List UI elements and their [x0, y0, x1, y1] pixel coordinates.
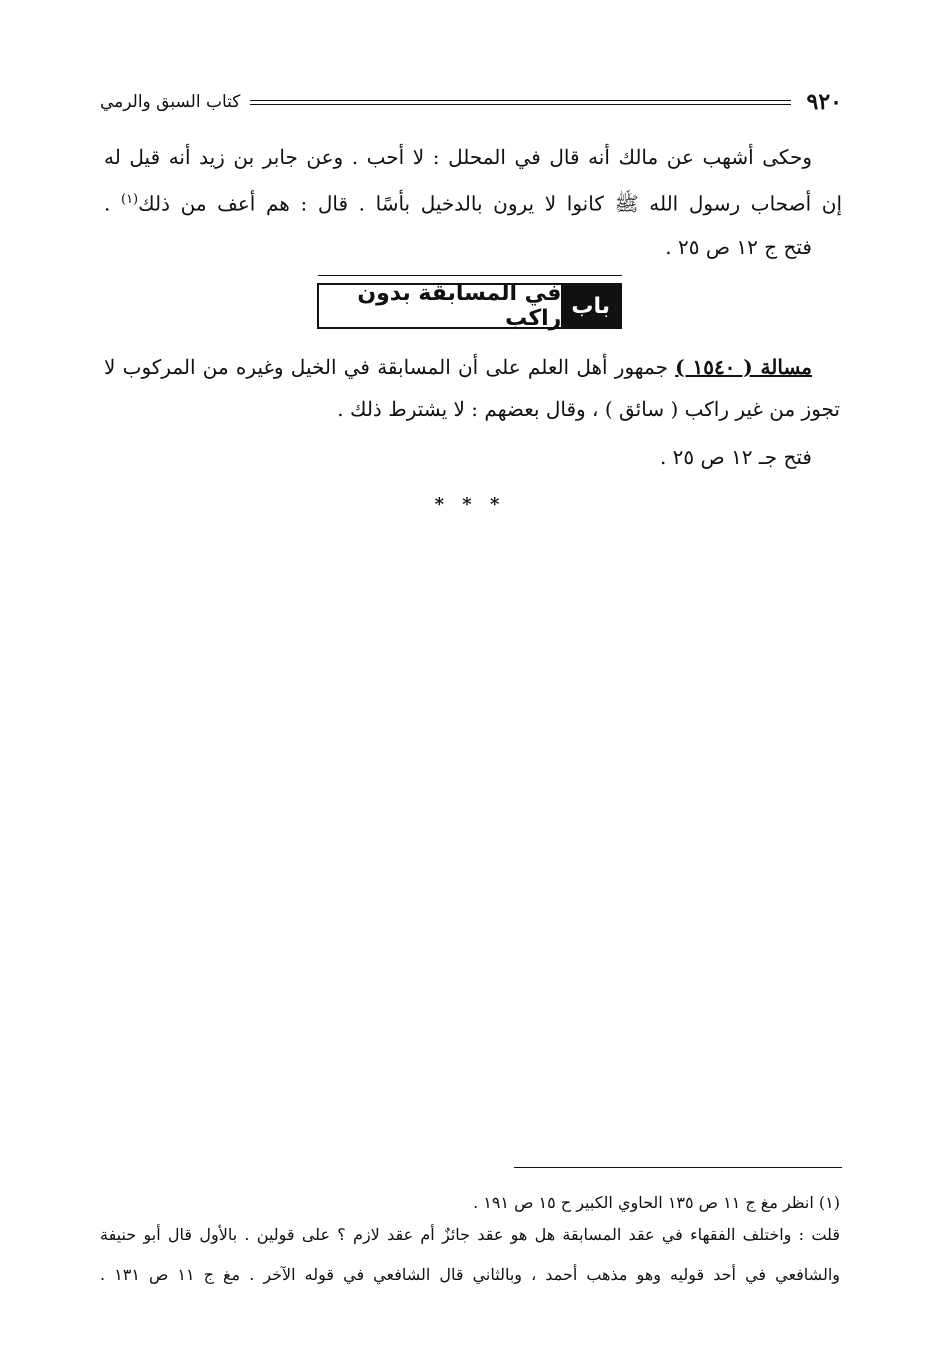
section-separator: * * *: [434, 494, 506, 515]
paragraph-line-1: وحكى أشهب عن مالك أنه قال في المحلل : لا أحب . وعن جابر بن زيد أنه قيل له: [104, 145, 812, 169]
paragraph-line-2-text: إن أصحاب رسول الله ﷺ كانوا لا يرون بالدخيل بأسًا . قال : هم أعف من ذلك: [138, 191, 842, 216]
chapter-heading: [317, 283, 622, 329]
masala-line-2: تجوز من غير راكب ( سائق ) ، وقال بعضهم : لا يشترط ذلك .: [337, 397, 840, 421]
paragraph-line-2: [104, 183, 842, 221]
footnote-rule: [514, 1167, 842, 1168]
header-rule: [250, 100, 790, 105]
running-title: كتاب السبق والرمي: [100, 92, 241, 112]
page-number: ٩٢٠: [806, 89, 842, 115]
paragraph-line-2-end: .: [104, 191, 121, 216]
footnote-line-3: والشافعي في أحد قوليه وهو مذهب أحمد ، وبالثاني قال الشافعي في قوله الآخر . مغ ج ١١ ص ١٣١ .: [100, 1265, 840, 1284]
page-header: [100, 86, 842, 118]
masala-line-1: [104, 350, 812, 384]
chapter-label: باب: [561, 285, 620, 327]
chapter-title: في المسابقة بدون راكب: [357, 281, 562, 331]
footnote-line-2: قلت : واختلف الفقهاء في عقد المسابقة هل هو عقد جائزٌ أم عقد لازم ؟ على قولين . بالأول قال أبو حنيفة: [100, 1225, 840, 1244]
masala-line-1-text: جمهور أهل العلم على أن المسابقة في الخيل وغيره من المركوب لا: [104, 355, 668, 379]
reference-line-2: فتح جـ ١٢ ص ٢٥ .: [659, 445, 812, 469]
footnote-line-1: (١) انظر مغ ج ١١ ص ١٣٥ الحاوي الكبير ح ١٥ ص ١٩١ .: [473, 1193, 840, 1212]
reference-line-1: فتح ج ١٢ ص ٢٥ .: [665, 235, 812, 259]
footnote-reference-1[interactable]: (١): [120, 192, 139, 207]
chapter-top-rule: [318, 275, 622, 276]
masala-number: مسالة ( ١٥٤٠ ): [675, 355, 812, 379]
